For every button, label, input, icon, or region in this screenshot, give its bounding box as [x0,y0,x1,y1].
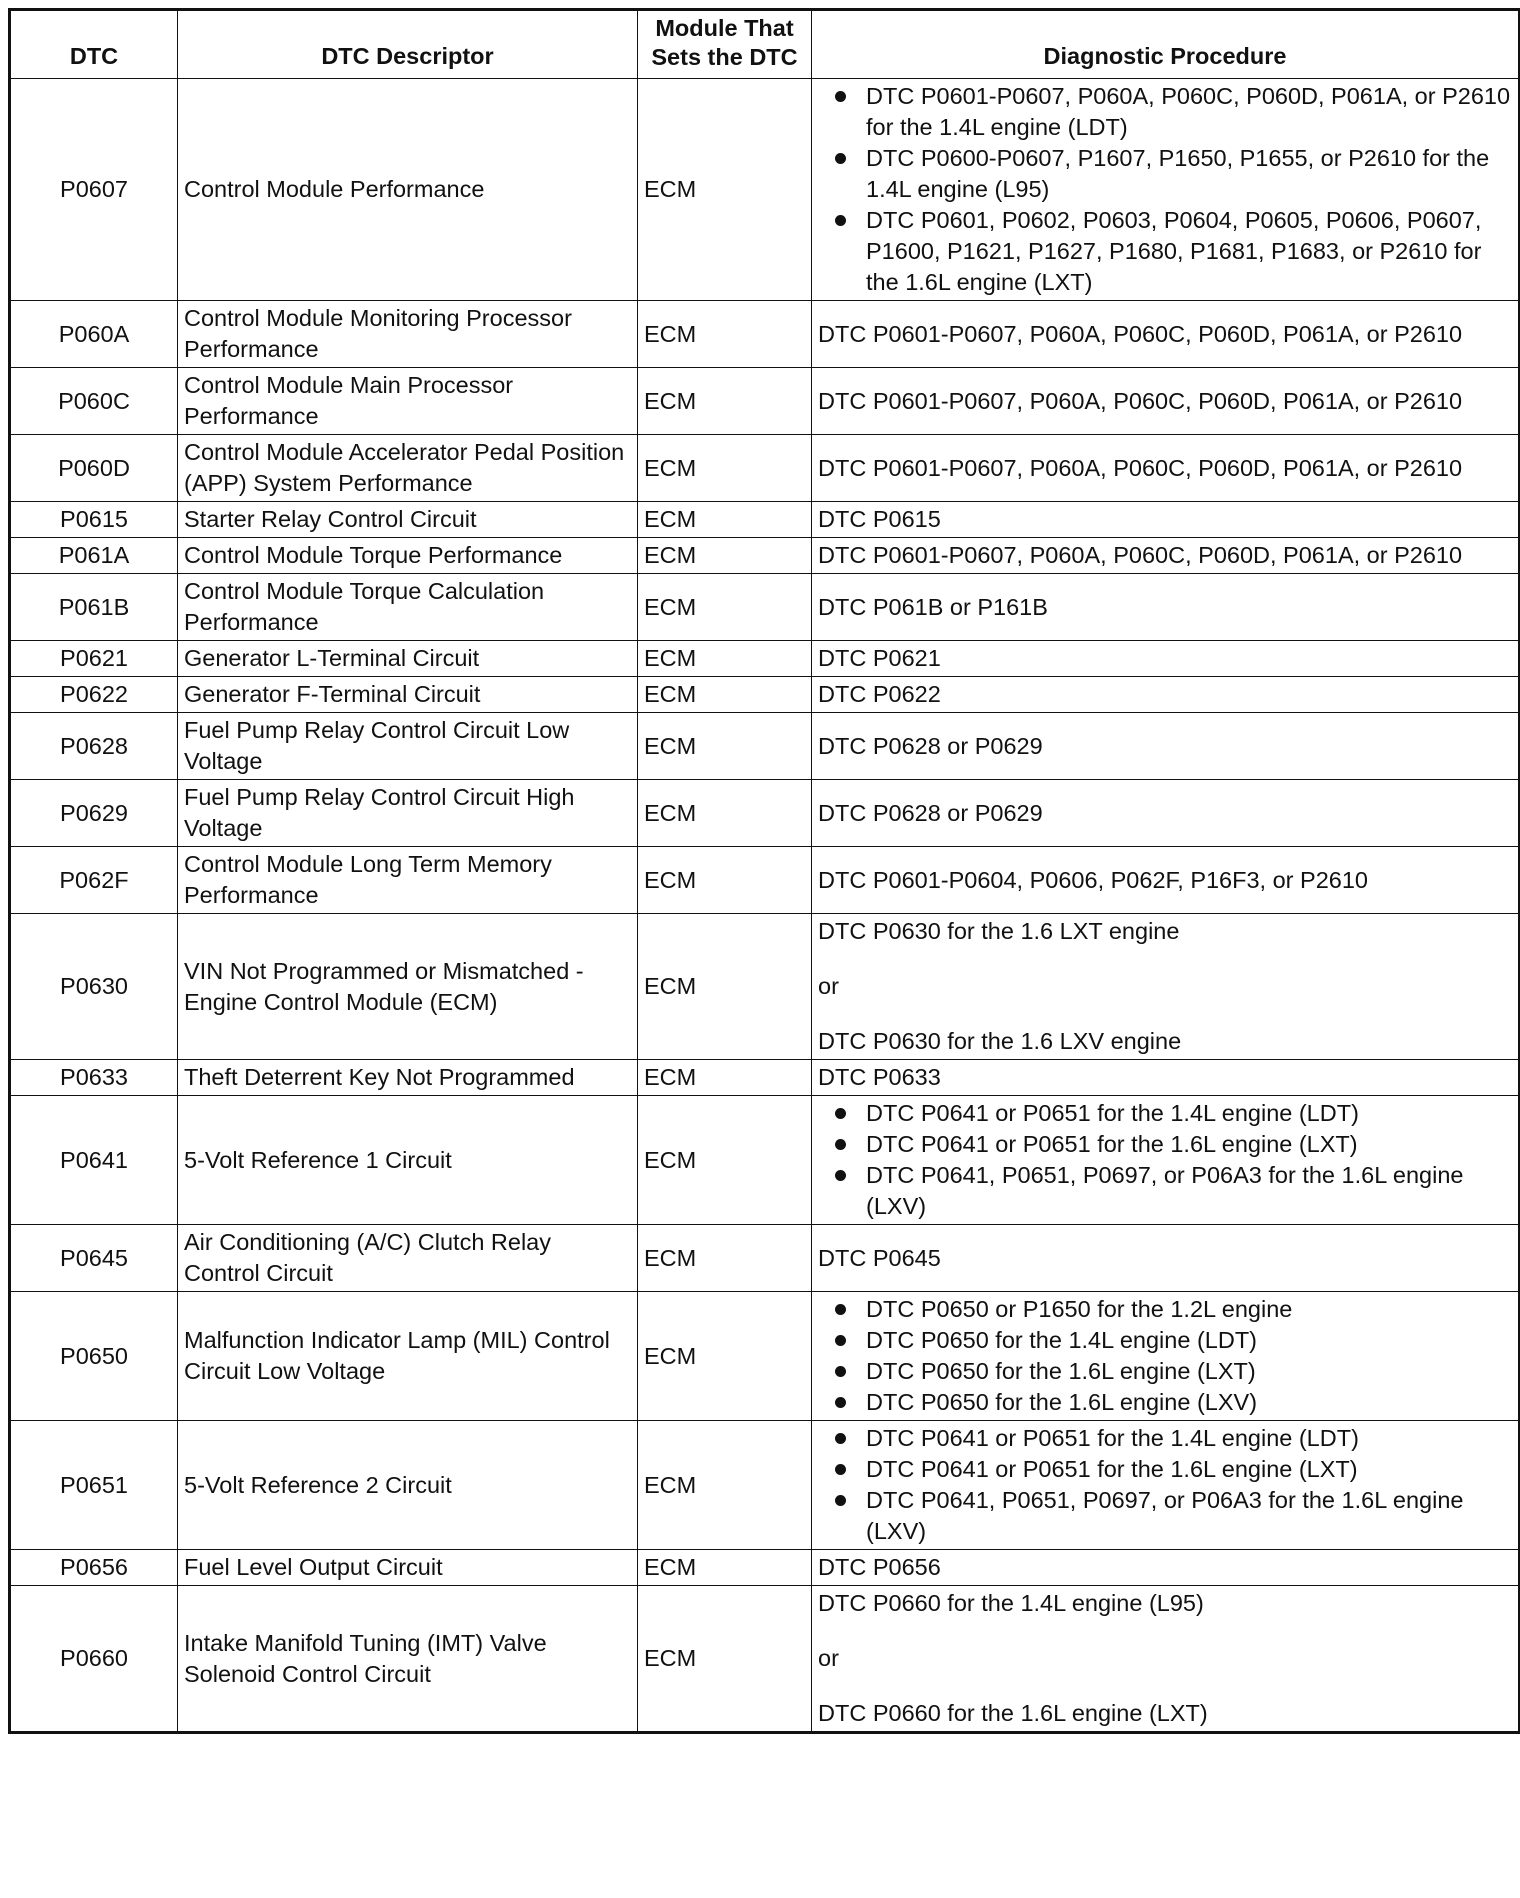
table-row [10,713,1520,780]
dtc-code-cell: P0641 [10,1096,178,1225]
dtc-descriptor-cell: Fuel Pump Relay Control Circuit High Voltage [178,780,638,847]
dtc-code-cell: P0621 [10,641,178,677]
module-cell: ECM [638,914,812,1060]
dtc-descriptor-cell: Generator L-Terminal Circuit [178,641,638,677]
dtc-code-cell: P0630 [10,914,178,1060]
module-cell: ECM [638,435,812,502]
diagnostic-procedure-cell: DTC P0621 [812,641,1520,677]
module-cell: ECM [638,677,812,713]
dtc-descriptor-cell: Intake Manifold Tuning (IMT) Valve Solenoid Control Circuit [178,1586,638,1733]
dtc-descriptor-cell: 5-Volt Reference 2 Circuit [178,1421,638,1550]
diagnostic-procedure-cell: DTC P0601-P0607, P060A, P060C, P060D, P061A, or P2610 [812,301,1520,368]
module-cell: ECM [638,1550,812,1586]
diagnostic-procedure-cell: DTC P0628 or P0629 [812,713,1520,780]
header-descriptor: DTC Descriptor [178,10,638,79]
dtc-code-cell: P0629 [10,780,178,847]
module-cell: ECM [638,301,812,368]
dtc-code-cell: P0651 [10,1421,178,1550]
dtc-descriptor-cell: Generator F-Terminal Circuit [178,677,638,713]
table-row [10,1586,1520,1733]
dtc-table-container [8,8,1520,1734]
table-row [10,847,1520,914]
diagnostic-procedure-cell [812,1586,1520,1733]
procedure-bullet-item: DTC P0650 for the 1.4L engine (LDT) [818,1325,1512,1356]
dtc-code-cell: P0660 [10,1586,178,1733]
module-cell: ECM [638,538,812,574]
diagnostic-procedure-cell [812,1421,1520,1550]
dtc-code-cell: P0622 [10,677,178,713]
module-cell: ECM [638,574,812,641]
dtc-descriptor-cell: Control Module Monitoring Processor Performance [178,301,638,368]
table-row [10,301,1520,368]
diagnostic-procedure-cell: DTC P0601-P0607, P060A, P060C, P060D, P061A, or P2610 [812,368,1520,435]
table-row [10,368,1520,435]
table-row [10,538,1520,574]
dtc-descriptor-cell: Fuel Pump Relay Control Circuit Low Voltage [178,713,638,780]
dtc-descriptor-cell: Control Module Torque Performance [178,538,638,574]
table-body [10,79,1520,1733]
diagnostic-procedure-cell: DTC P0615 [812,502,1520,538]
procedure-bullet-item: DTC P0641 or P0651 for the 1.4L engine (LDT) [818,1423,1512,1454]
dtc-code-cell: P0656 [10,1550,178,1586]
diagnostic-procedure-cell: DTC P0628 or P0629 [812,780,1520,847]
module-cell: ECM [638,1096,812,1225]
procedure-bullet-item: DTC P0641, P0651, P0697, or P06A3 for the 1.6L engine (LXV) [818,1160,1512,1222]
table-row [10,1060,1520,1096]
module-cell: ECM [638,368,812,435]
table-row [10,641,1520,677]
dtc-descriptor-cell: Control Module Performance [178,79,638,301]
dtc-descriptor-cell: 5-Volt Reference 1 Circuit [178,1096,638,1225]
diagnostic-procedure-cell: DTC P0645 [812,1225,1520,1292]
dtc-descriptor-cell: VIN Not Programmed or Mismatched - Engine Control Module (ECM) [178,914,638,1060]
dtc-table [8,8,1520,1734]
module-cell: ECM [638,641,812,677]
dtc-code-cell: P060A [10,301,178,368]
procedure-bullet-item: DTC P0641 or P0651 for the 1.6L engine (LXT) [818,1129,1512,1160]
dtc-descriptor-cell: Control Module Long Term Memory Performance [178,847,638,914]
procedure-paragraph: DTC P0630 for the 1.6 LXV engine [818,1028,1182,1054]
module-cell: ECM [638,1421,812,1550]
paragraph-spacer [818,1002,1512,1026]
procedure-bullet-item: DTC P0641 or P0651 for the 1.6L engine (LXT) [818,1454,1512,1485]
dtc-descriptor-cell: Air Conditioning (A/C) Clutch Relay Control Circuit [178,1225,638,1292]
header-module: Module That Sets the DTC [638,10,812,79]
paragraph-spacer [818,947,1512,971]
procedure-bullet-list [818,81,1512,298]
dtc-code-cell: P062F [10,847,178,914]
diagnostic-procedure-cell: DTC P0656 [812,1550,1520,1586]
procedure-bullet-list [818,1098,1512,1222]
diagnostic-procedure-cell: DTC P061B or P161B [812,574,1520,641]
procedure-bullet-item: DTC P0650 or P1650 for the 1.2L engine [818,1294,1512,1325]
module-cell: ECM [638,713,812,780]
procedure-bullet-item: DTC P0601-P0607, P060A, P060C, P060D, P061A, or P2610 for the 1.4L engine (LDT) [818,81,1512,143]
diagnostic-procedure-cell: DTC P0622 [812,677,1520,713]
table-row [10,435,1520,502]
table-row [10,780,1520,847]
procedure-bullet-item: DTC P0641 or P0651 for the 1.4L engine (LDT) [818,1098,1512,1129]
dtc-code-cell: P061B [10,574,178,641]
table-row [10,677,1520,713]
dtc-code-cell: P060D [10,435,178,502]
table-row [10,1096,1520,1225]
table-row [10,1225,1520,1292]
dtc-code-cell: P061A [10,538,178,574]
procedure-paragraph: DTC P0630 for the 1.6 LXT engine [818,918,1180,944]
module-cell: ECM [638,780,812,847]
procedure-bullet-list [818,1294,1512,1418]
table-row [10,1292,1520,1421]
dtc-descriptor-cell: Control Module Accelerator Pedal Position (APP) System Performance [178,435,638,502]
dtc-code-cell: P0607 [10,79,178,301]
dtc-descriptor-cell: Theft Deterrent Key Not Programmed [178,1060,638,1096]
dtc-descriptor-cell: Control Module Main Processor Performance [178,368,638,435]
paragraph-spacer [818,1619,1512,1643]
procedure-bullet-item: DTC P0641, P0651, P0697, or P06A3 for the 1.6L engine (LXV) [818,1485,1512,1547]
procedure-paragraph: DTC P0660 for the 1.6L engine (LXT) [818,1700,1208,1726]
module-cell: ECM [638,502,812,538]
table-row [10,79,1520,301]
dtc-code-cell: P0633 [10,1060,178,1096]
module-cell: ECM [638,1292,812,1421]
module-cell: ECM [638,1586,812,1733]
module-cell: ECM [638,1060,812,1096]
diagnostic-procedure-cell: DTC P0601-P0607, P060A, P060C, P060D, P061A, or P2610 [812,538,1520,574]
header-procedure: Diagnostic Procedure [812,10,1520,79]
table-row [10,914,1520,1060]
diagnostic-procedure-cell: DTC P0601-P0607, P060A, P060C, P060D, P061A, or P2610 [812,435,1520,502]
diagnostic-procedure-cell [812,914,1520,1060]
procedure-paragraph: DTC P0660 for the 1.4L engine (L95) [818,1590,1204,1616]
diagnostic-procedure-cell [812,79,1520,301]
procedure-bullet-item: DTC P0650 for the 1.6L engine (LXV) [818,1387,1512,1418]
dtc-descriptor-cell: Malfunction Indicator Lamp (MIL) Control Circuit Low Voltage [178,1292,638,1421]
diagnostic-procedure-cell: DTC P0633 [812,1060,1520,1096]
header-dtc: DTC [10,10,178,79]
dtc-code-cell: P0645 [10,1225,178,1292]
table-header-row [10,10,1520,79]
dtc-code-cell: P0650 [10,1292,178,1421]
dtc-descriptor-cell: Starter Relay Control Circuit [178,502,638,538]
diagnostic-procedure-cell: DTC P0601-P0604, P0606, P062F, P16F3, or P2610 [812,847,1520,914]
dtc-code-cell: P060C [10,368,178,435]
dtc-descriptor-cell: Fuel Level Output Circuit [178,1550,638,1586]
procedure-paragraph: or [818,973,839,999]
table-row [10,1421,1520,1550]
module-cell: ECM [638,79,812,301]
paragraph-spacer [818,1674,1512,1698]
table-row [10,1550,1520,1586]
procedure-bullet-item: DTC P0600-P0607, P1607, P1650, P1655, or P2610 for the 1.4L engine (L95) [818,143,1512,205]
module-cell: ECM [638,847,812,914]
procedure-bullet-item: DTC P0601, P0602, P0603, P0604, P0605, P0606, P0607, P1600, P1621, P1627, P1680, P1681, P1683, or P2610 for the 1.6L engine (LXT) [818,205,1512,298]
diagnostic-procedure-cell [812,1096,1520,1225]
dtc-code-cell: P0615 [10,502,178,538]
diagnostic-procedure-cell [812,1292,1520,1421]
table-row [10,574,1520,641]
procedure-paragraph: or [818,1645,839,1671]
module-cell: ECM [638,1225,812,1292]
table-row [10,502,1520,538]
procedure-bullet-list [818,1423,1512,1547]
dtc-descriptor-cell: Control Module Torque Calculation Performance [178,574,638,641]
dtc-code-cell: P0628 [10,713,178,780]
procedure-bullet-item: DTC P0650 for the 1.6L engine (LXT) [818,1356,1512,1387]
